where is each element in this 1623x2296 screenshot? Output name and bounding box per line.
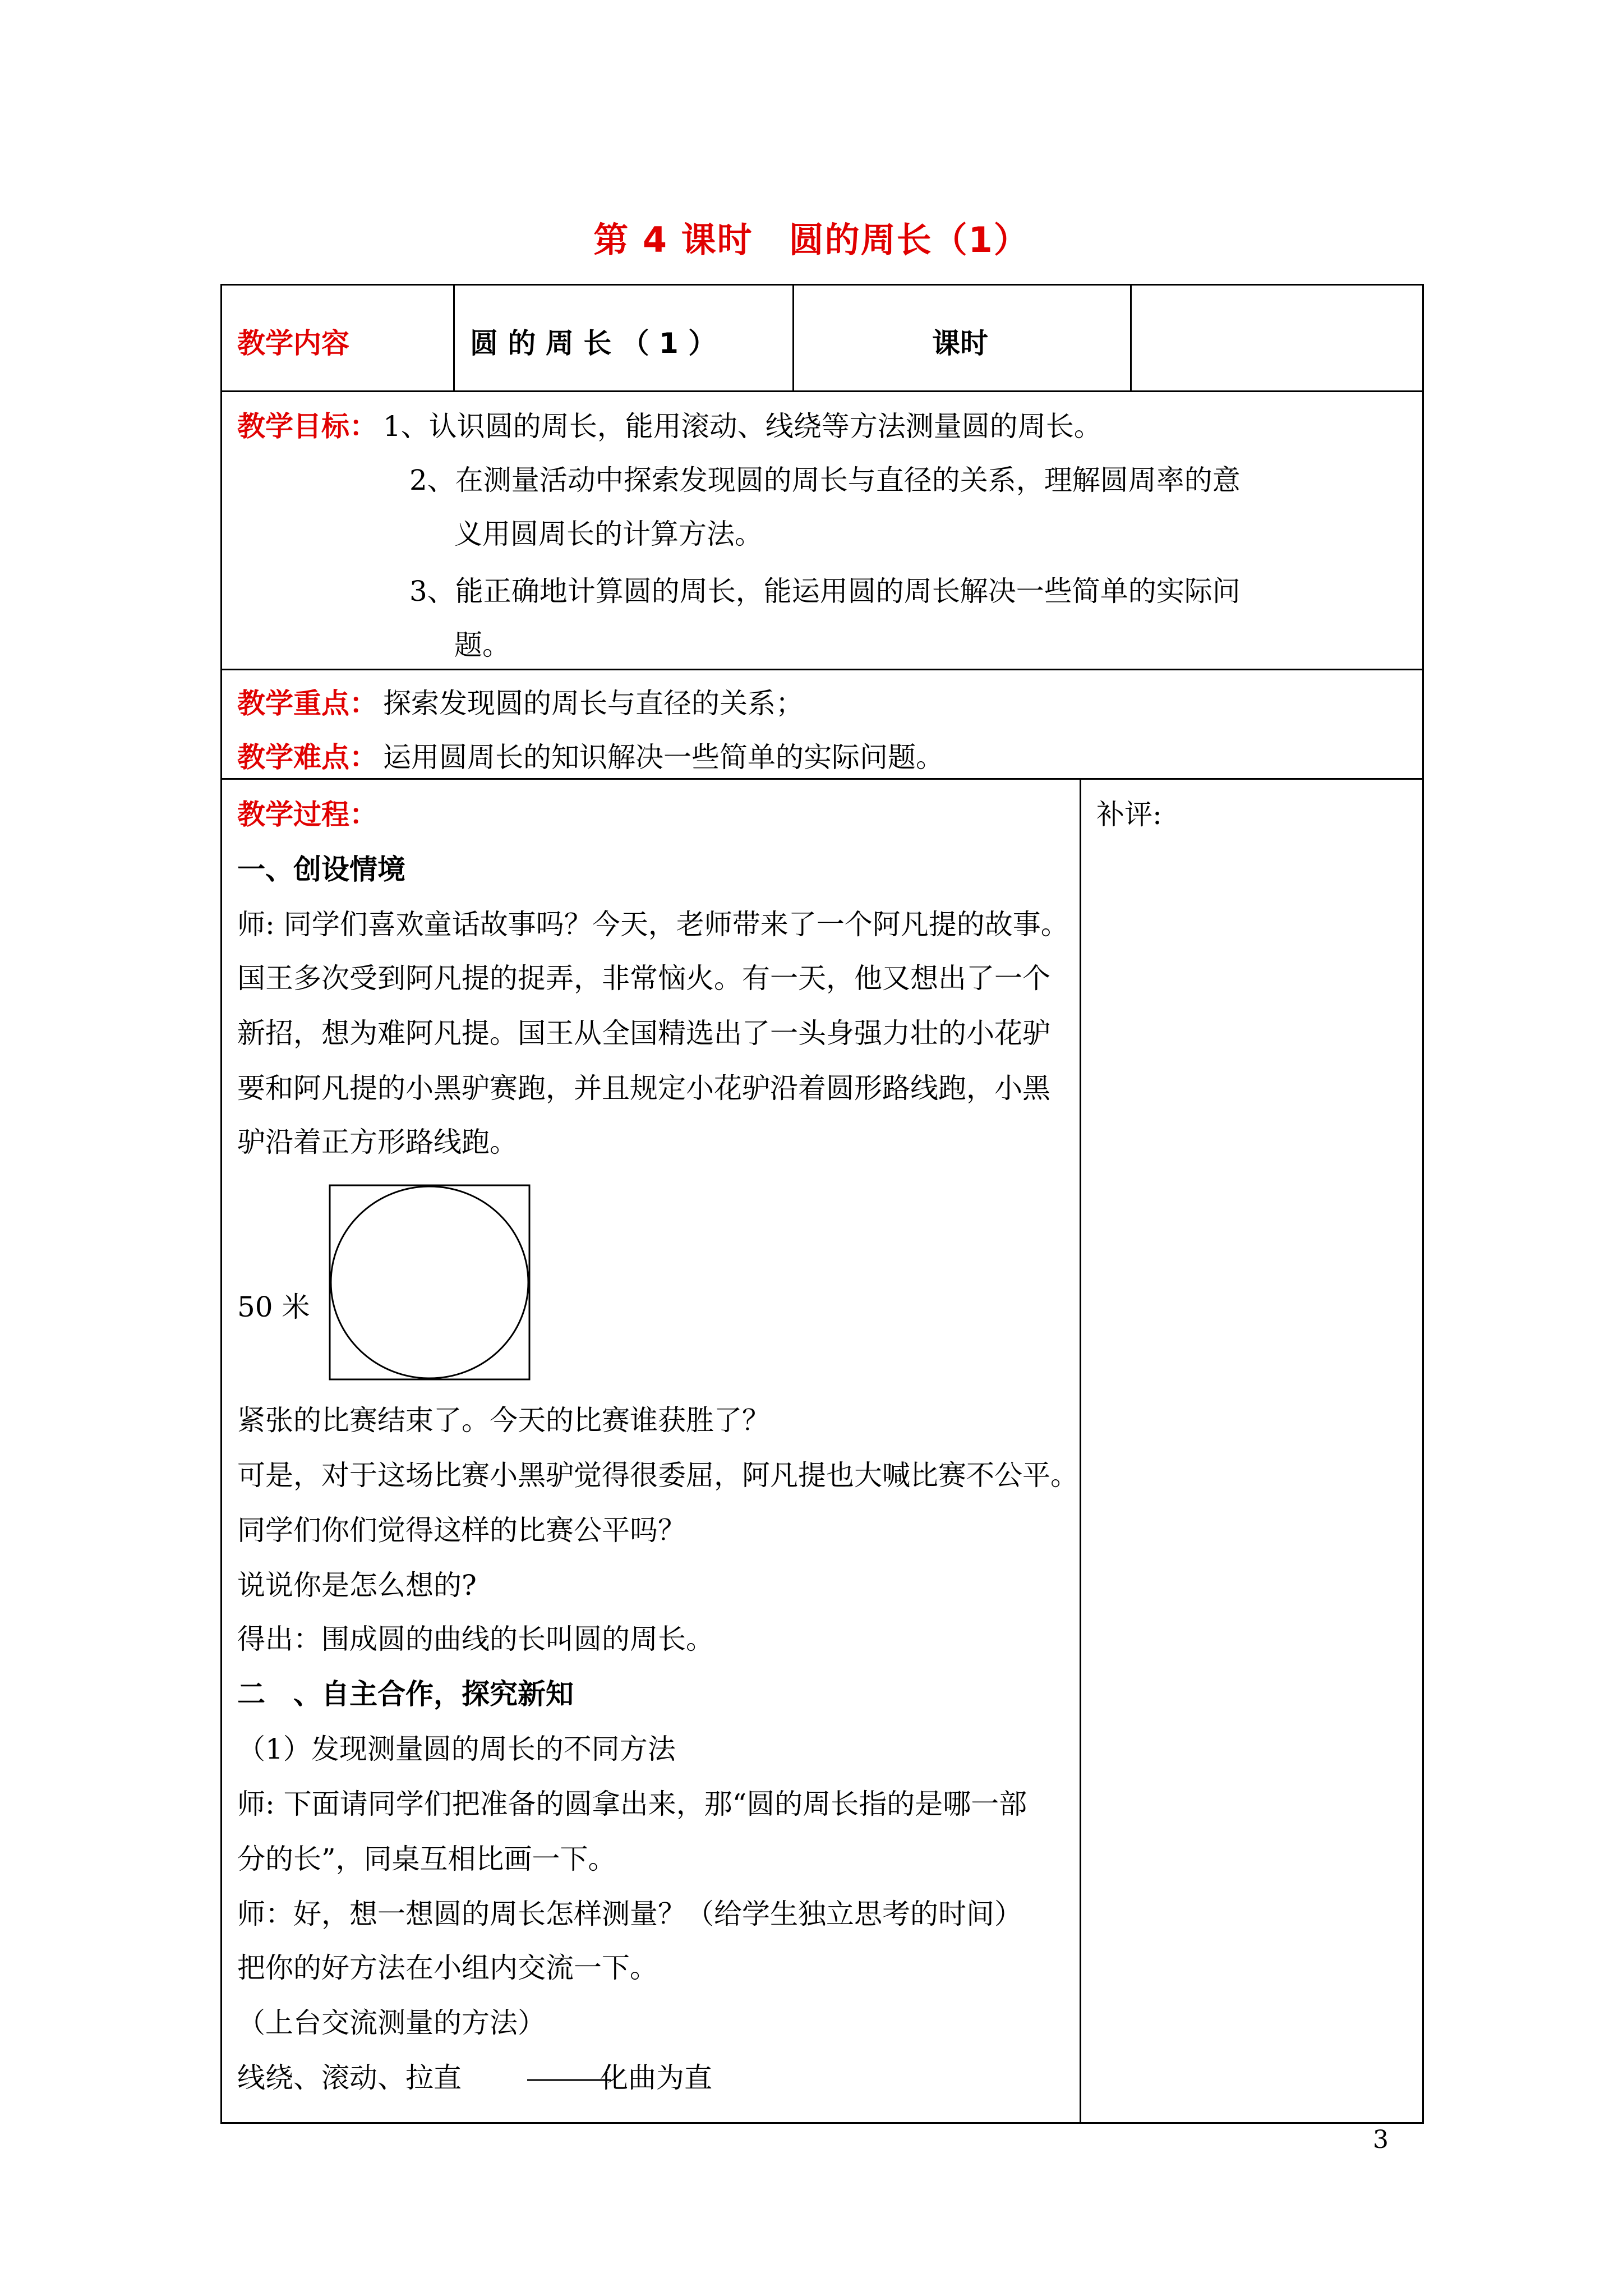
paragraph-line: 紧张的比赛结束了。今天的比赛谁获胜了？ <box>237 1404 770 1437</box>
goals-label: 教学目标： <box>237 410 377 443</box>
paragraph-line: （上台交流测量的方法） <box>237 2007 546 2039</box>
paragraph-line: 把你的好方法在小组内交流一下。 <box>237 1952 658 1984</box>
section1-title: 一、创设情境 <box>237 853 405 886</box>
page-number: 3 <box>1373 2125 1389 2154</box>
key-points-label: 教学重点： <box>237 687 377 720</box>
paragraph-line: 新招，想为难阿凡提。国王从全国精选出了一头身强力壮的小花驴 <box>237 1017 1050 1050</box>
paragraph-line: 师: 下面请同学们把准备的圆拿出来，那“圆的周长指的是哪一部 <box>237 1788 1027 1820</box>
section2-title: 二 、自主合作，探究新知 <box>237 1678 574 1710</box>
process-label: 教学过程： <box>237 798 377 831</box>
goal-item: 1、认识圆的周长，能用滚动、线绕等方法测量圆的周长。 <box>383 410 1102 443</box>
goal-item: 3、能正确地计算圆的周长，能运用圆的周长解决一些简单的实际问 <box>409 575 1241 608</box>
paragraph-line: 国王多次受到阿凡提的捉弄，非常恼火。有一天，他又想出了一个 <box>237 962 1050 995</box>
paragraph-line: 师：好，想一想圆的周长怎样测量？（给学生独立思考的时间） <box>237 1898 1022 1930</box>
paragraph-line: 驴沿着正方形路线跑。 <box>237 1126 518 1158</box>
methods-result: 化曲为直 <box>600 2062 712 2094</box>
goal-item: 题。 <box>454 629 510 661</box>
paragraph-line: （1）发现测量圆的周长的不同方法 <box>237 1733 676 1765</box>
square-circle-diagram <box>329 1184 531 1381</box>
goal-item: 义用圆周长的计算方法。 <box>454 518 763 550</box>
diagram-label: 50 米 <box>237 1291 310 1323</box>
period-label: 课时 <box>932 327 988 360</box>
paragraph-line: 要和阿凡提的小黑驴赛跑，并且规定小花驴沿着圆形路线跑，小黑 <box>237 1072 1050 1105</box>
paragraph-line: 分的长”，同桌互相比画一下。 <box>237 1843 616 1875</box>
difficult-points-text: 运用圆周长的知识解决一些简单的实际问题。 <box>383 741 944 774</box>
key-points-text: 探索发现圆的周长与直径的关系； <box>383 687 804 720</box>
circle-track <box>331 1186 528 1378</box>
paragraph-line: 得出：围成圆的曲线的长叫圆的周长。 <box>237 1623 714 1655</box>
methods-text: 线绕、滚动、拉直 <box>237 2062 462 2094</box>
page-title: 第 4 课时 圆的周长（1） <box>593 219 1030 260</box>
content-label: 教学内容 <box>237 327 349 360</box>
content-value: 圆 的 周 长 （ 1 ） <box>470 327 717 360</box>
paragraph-line: 说说你是怎么想的? <box>237 1569 477 1602</box>
difficult-points-label: 教学难点： <box>237 741 377 774</box>
paragraph-line: 可是，对于这场比赛小黑驴觉得很委屈，阿凡提也大喊比赛不公平。 <box>237 1459 1078 1492</box>
side-note-label: 补评: <box>1096 798 1162 831</box>
goal-item: 2、在测量活动中探索发现圆的周长与直径的关系，理解圆周率的意 <box>409 464 1241 496</box>
paragraph-line: 师: 同学们喜欢童话故事吗？今天，老师带来了一个阿凡提的故事。 <box>237 908 1069 941</box>
paragraph-line: 同学们你们觉得这样的比赛公平吗？ <box>237 1514 686 1547</box>
